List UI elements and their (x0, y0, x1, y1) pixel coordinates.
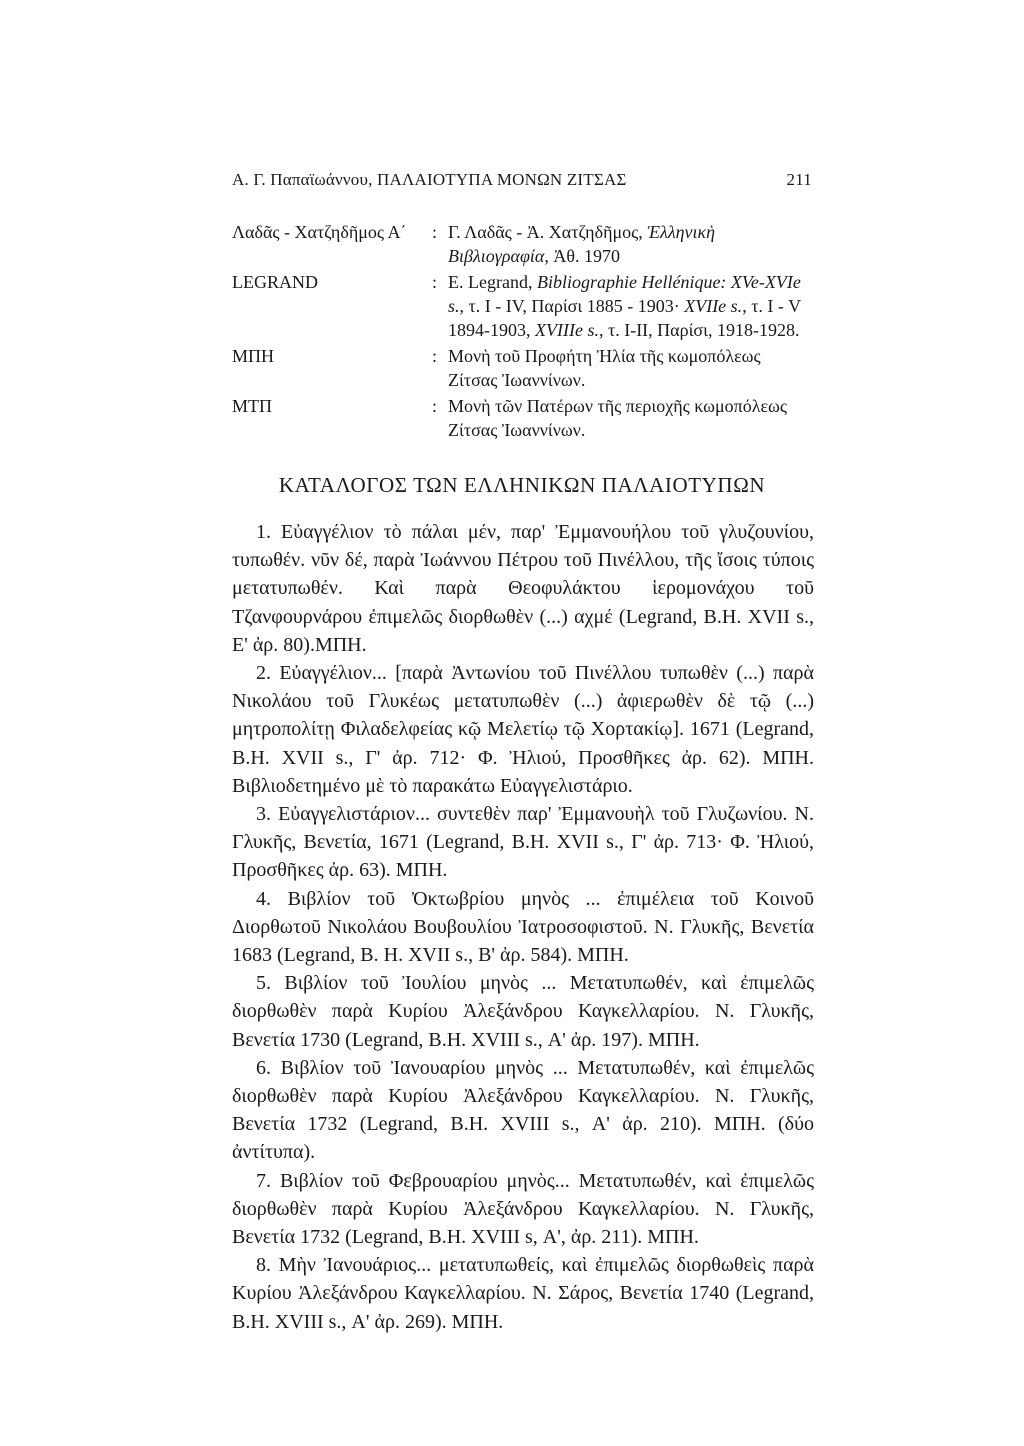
abbreviations-list (232, 220, 814, 442)
page-number: 211 (786, 170, 812, 189)
catalogue-entry: 7. Βιβλίον τοῦ Φεβρουαρίου μηνὸς... Μετατυπωθέν, καὶ ἐπιμελῶς διορθωθὲν παρὰ Κυρίου Ἀλεξάνδρου Καγκελλαρίου. Ν. Γλυκῆς, Βενετία 1732 (Legrand, B.H. XVIII s, Α', ἀρ. 211). ΜΠΗ. (232, 1169, 814, 1249)
abbreviation-key: Λαδᾶς - Χατζηδῆμος Α΄ (232, 222, 407, 242)
catalogue-entry: 6. Βιβλίον τοῦ Ἰανουαρίου μηνὸς ... Μετατυπωθέν, καὶ ἐπιμελῶς διορθωθὲν παρὰ Κυρίου Ἀλεξάνδρου Καγκελλαρίου. Ν. Γλυκῆς, Βενετία 1732 (Legrand, B.H. XVIII s., Α' ἀρ. 210). ΜΠΗ. (δύο ἀντίτυπα). (232, 1056, 814, 1164)
abbreviation-row (232, 344, 814, 392)
abbreviation-definition: E. Legrand, Bibliographie Hellénique: XVe-XVIe s., τ. I - IV, Παρίσι 1885 - 1903· XVIIe s., τ. I - V 1894-1903, XVIIIe s., τ. I-II, Παρίσι, 1918-1928. (448, 272, 801, 340)
running-title: Α. Γ. Παπαϊωάννου, ΠΑΛΑΙΟΤΥΠΑ ΜΟΝΩΝ ΖΙΤΣΑΣ (232, 170, 627, 189)
catalogue-entry: 3. Εὐαγγελιστάριον... συντεθὲν παρ' Ἐμμανουὴλ τοῦ Γλυζωνίου. Ν. Γλυκῆς, Βενετία, 1671 (Legrand, B.H. XVII s., Γ' ἀρ. 713· Φ. Ἠλιού, Προσθῆκες ἀρ. 63). ΜΠΗ. (232, 803, 814, 882)
abbreviation-colon: : (432, 396, 438, 416)
catalogue-entry: 2. Εὐαγγέλιον... [παρὰ Ἀντωνίου τοῦ Πινέλλου τυπωθὲν (...) παρὰ Νικολάου τοῦ Γλυκέως μετατυπωθὲν (...) ἀφιερωθὲν δὲ τῷ (...) μητροπολίτῃ Φιλαδελφείας κῷ Μελετίῳ τῷ Χορτακίῳ]. 1671 (Legrand, B.H. XVII s., Γ' ἀρ. 712· Φ. Ἠλιού, Προσθῆκες ἀρ. 62). ΜΠΗ. Βιβλιοδετημένο μὲ τὸ παρακάτω Εὐαγγελιστάριο. (232, 662, 814, 797)
abbreviation-key: ΜΠΗ (232, 346, 275, 366)
abbreviation-row (232, 220, 814, 268)
abbreviation-colon: : (432, 346, 438, 366)
abbreviation-definition: Μονὴ τῶν Πατέρων τῆς περιοχῆς κωμοπόλεως Ζίτσας Ἰωαννίνων. (448, 396, 788, 440)
catalogue-entry: 5. Βιβλίον τοῦ Ἰουλίου μηνὸς ... Μετατυπωθέν, καὶ ἐπιμελῶς διορθωθὲν παρὰ Κυρίου Ἀλεξάνδρου Καγκελλαρίου. Ν. Γλυκῆς, Βενετία 1730 (Legrand, B.H. XVIII s., Α' ἀρ. 197). ΜΠΗ. (232, 972, 814, 1051)
abbreviation-definition: Γ. Λαδᾶς - Ἀ. Χατζηδῆμος, Ἑλληνικὴ Βιβλιογραφία, Ἀθ. 1970 (448, 222, 716, 266)
abbreviation-colon: : (432, 272, 438, 292)
abbreviation-key: ΜΤΠ (232, 396, 272, 416)
section-title: ΚΑΤΑΛΟΓΟΣ ΤΩΝ ΕΛΛΗΝΙΚΩΝ ΠΑΛΑΙΟΤΥΠΩΝ (278, 473, 766, 497)
abbreviation-row (232, 394, 814, 442)
catalogue-entries (232, 518, 814, 1336)
abbreviation-colon: : (432, 222, 438, 242)
abbreviation-definition: Μονὴ τοῦ Προφήτη Ἠλία τῆς κωμοπόλεως Ζίτσας Ἰωαννίνων. (448, 346, 761, 390)
catalogue-entry: 8. Μὴν Ἰανουάριος... μετατυπωθείς, καὶ ἐπιμελῶς διορθωθεὶς παρὰ Κυρίου Ἀλεξάνδρου Καγκελλαρίου. Ν. Σάρος, Βενετία 1740 (Legrand, B.H. XVIII s., Α' ἀρ. 269). ΜΠΗ. (232, 1254, 814, 1333)
catalogue-entry: 1. Εὐαγγέλιον τὸ πάλαι μέν, παρ' Ἐμμανουήλου τοῦ γλυζουνίου, τυπωθέν. νῦν δέ, παρὰ Ἰωάννου Πέτρου τοῦ Πινέλλου, τῆς ἴσοις τύποις μετατυπωθέν. Καὶ παρὰ Θεοφυλάκτου ἱερομονάχου τοῦ Τζανφουρνάρου ἐπιμελῶς διορθωθὲν (...) αχμέ (Legrand, B.H. XVII s., Ε' ἀρ. 80).ΜΠΗ. (232, 521, 814, 656)
catalogue-entry: 4. Βιβλίον τοῦ Ὀκτωβρίου μηνὸς ... ἐπιμέλεια τοῦ Κοινοῦ Διορθωτοῦ Νικολάου Βουβουλίου Ἰατροσοφιστοῦ. Ν. Γλυκῆς, Βενετία 1683 (Legrand, B. H. XVII s., B' ἀρ. 584). ΜΠΗ. (232, 887, 814, 967)
abbreviation-key: LEGRAND (232, 272, 318, 292)
abbreviation-row (232, 270, 814, 342)
running-header (232, 170, 812, 190)
